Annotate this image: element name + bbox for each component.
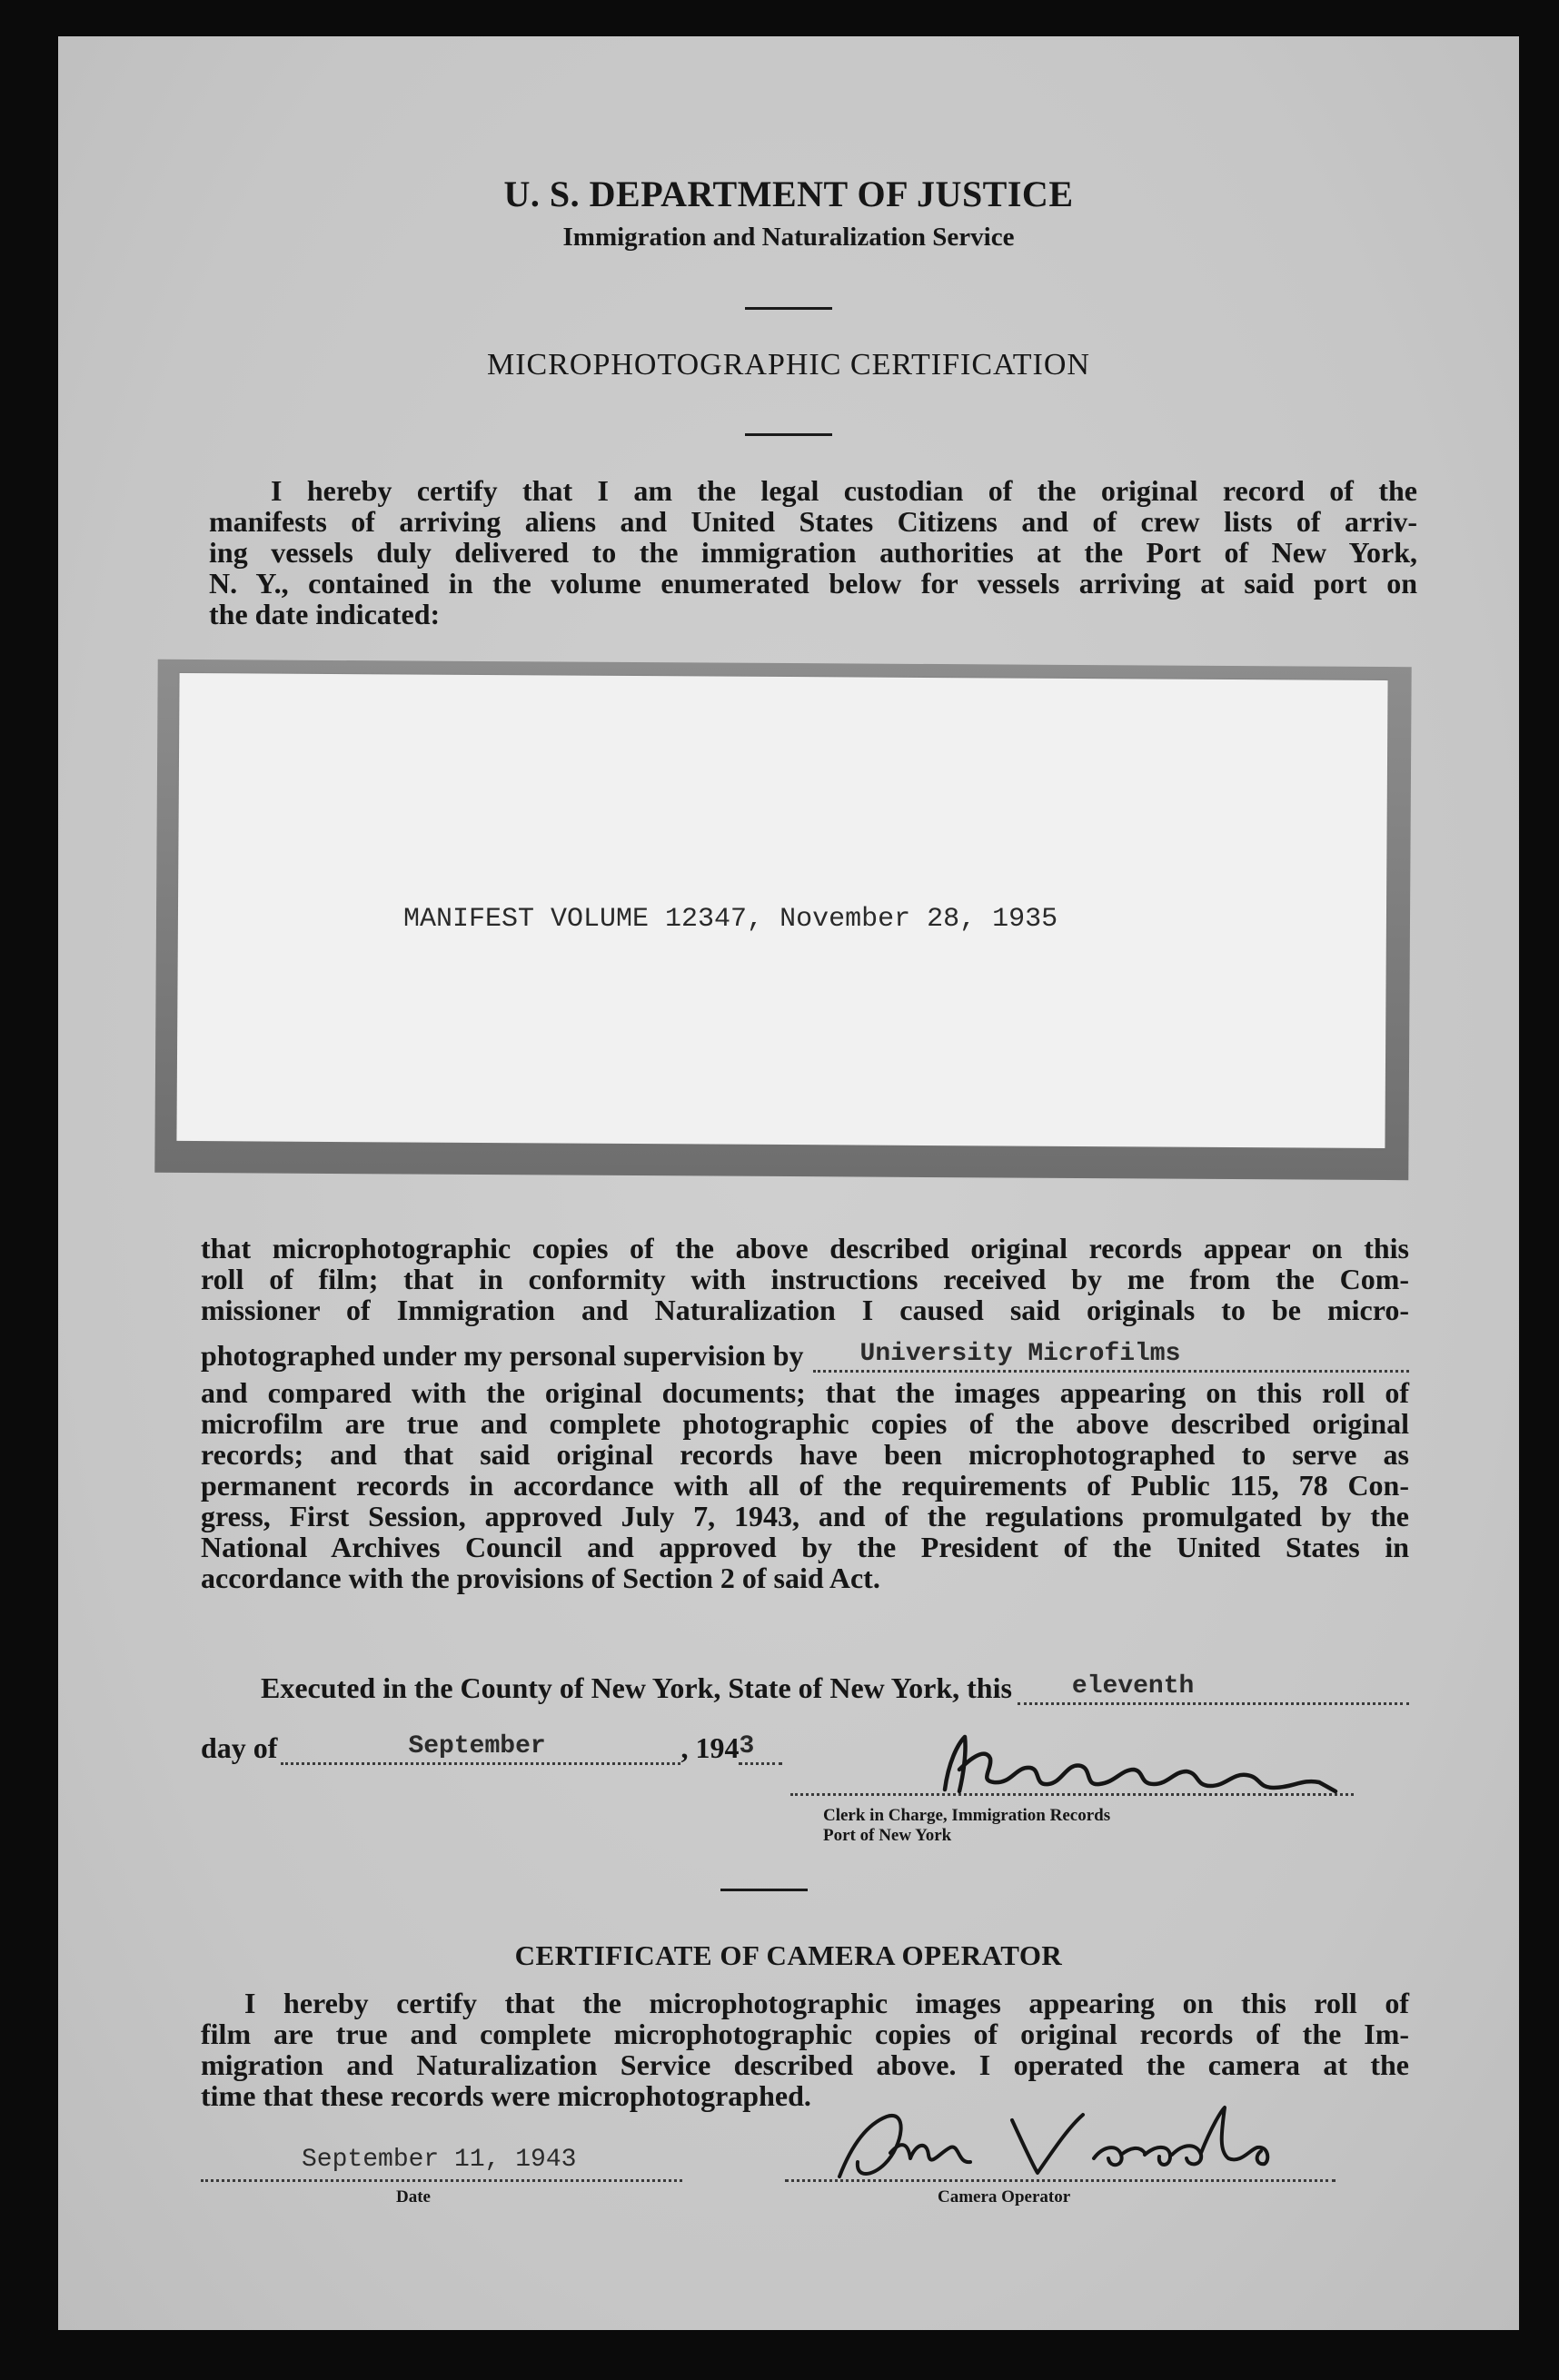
operator-date-typed: September 11, 1943 xyxy=(302,2146,577,2174)
date-signature-line xyxy=(201,2179,682,2182)
intro-line: ing vessels duly delivered to the immigration authorities at the Port of New York, xyxy=(209,536,1417,569)
year-prefix: , 194 xyxy=(680,1731,740,1764)
camera-certificate-heading: CERTIFICATE OF CAMERA OPERATOR xyxy=(514,1939,1063,1971)
camera-certificate-line: I hereby certify that the microphotographic images appearing on this roll of xyxy=(244,1987,1409,2019)
certificate-page xyxy=(58,36,1519,2330)
camera-certificate-line: migration and Naturalization Service described above. I operated the camera at the xyxy=(201,2048,1409,2081)
day-of-label: day of xyxy=(201,1731,278,1764)
date-label: Date xyxy=(396,2187,431,2206)
divider xyxy=(745,307,832,310)
body-paragraph xyxy=(201,1233,1409,1325)
body-line: and compared with the original documents; that the images appearing on this roll of xyxy=(201,1376,1409,1409)
clerk-title-line: Clerk in Charge, Immigration Records xyxy=(823,1806,1111,1825)
intro-paragraph xyxy=(209,475,1417,630)
supervision-line xyxy=(201,1339,1409,1373)
date-line xyxy=(201,1731,782,1765)
camera-certificate-line: film are true and complete microphotographic copies of original records of the Im- xyxy=(201,2018,1409,2050)
year-typed: 3 xyxy=(739,1732,755,1760)
day-blank xyxy=(1018,1672,1409,1705)
body-line: that microphotographic copies of the above described original records appear on this xyxy=(201,1232,1409,1264)
body-paragraph-continued xyxy=(201,1377,1409,1593)
body-line: roll of film; that in conformity with instructions received by me from the Com- xyxy=(201,1263,1409,1295)
supervision-prefix: photographed under my personal supervision by xyxy=(201,1339,804,1372)
supervision-blank xyxy=(813,1340,1409,1373)
body-line: permanent records in accordance with all of the requirements of Public 115, 78 Con- xyxy=(201,1469,1409,1502)
intro-line: manifests of arriving aliens and United States Citizens and of crew lists of arriv- xyxy=(209,505,1417,538)
camera-operator-label: Camera Operator xyxy=(938,2187,1071,2206)
divider xyxy=(745,433,832,436)
intro-line: the date indicated: xyxy=(209,598,441,630)
body-line: missioner of Immigration and Naturalization I caused said originals to be micro- xyxy=(201,1294,1409,1326)
body-line: gress, First Session, approved July 7, 1943, and of the regulations promulgated by the xyxy=(201,1500,1409,1532)
certification-heading: MICROPHOTOGRAPHIC CERTIFICATION xyxy=(486,348,1090,382)
department-title: U. S. DEPARTMENT OF JUSTICE xyxy=(503,174,1074,214)
year-blank xyxy=(739,1732,782,1765)
execution-line xyxy=(261,1671,1409,1705)
intro-line: N. Y., contained in the volume enumerated below for vessels arriving at said port on xyxy=(209,567,1417,600)
clerk-title xyxy=(823,1806,1110,1846)
body-line: accordance with the provisions of Section 2 of said Act. xyxy=(201,1562,880,1594)
supervision-name: University Microfilms xyxy=(859,1340,1181,1368)
operator-signature xyxy=(821,2098,1330,2189)
month-blank xyxy=(281,1732,680,1765)
body-line: records; and that said original records have been microphotographed to serve as xyxy=(201,1438,1409,1471)
month-typed: September xyxy=(408,1732,546,1760)
divider xyxy=(720,1889,808,1891)
service-subtitle: Immigration and Naturalization Service xyxy=(562,223,1015,252)
execution-prefix: Executed in the County of New York, State of New York, this xyxy=(261,1671,1012,1704)
day-typed: eleventh xyxy=(1071,1672,1195,1701)
body-line: National Archives Council and approved by the President of the United States in xyxy=(201,1531,1409,1563)
clerk-title-line: Port of New York xyxy=(823,1826,952,1845)
intro-line: I hereby certify that I am the legal custodian of the original record of the xyxy=(271,474,1417,507)
body-line: microfilm are true and complete photographic copies of the above described original xyxy=(201,1407,1409,1440)
camera-certificate-paragraph xyxy=(201,1988,1409,2111)
manifest-volume-text: MANIFEST VOLUME 12347, November 28, 1935 xyxy=(403,904,1058,935)
clerk-signature xyxy=(939,1726,1339,1808)
camera-certificate-line: time that these records were microphotographed. xyxy=(201,2079,811,2112)
